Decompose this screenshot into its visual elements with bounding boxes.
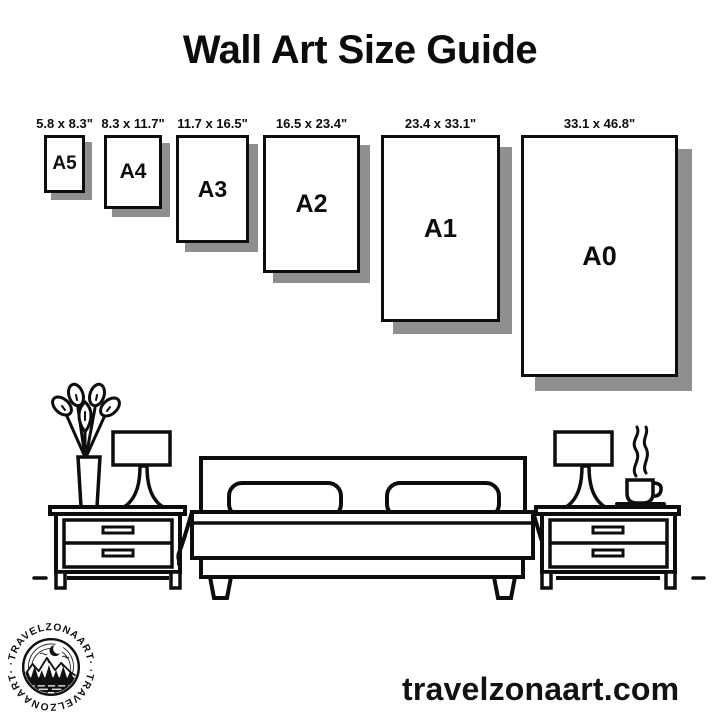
size-dimensions-label: 16.5 x 23.4" [275,116,348,131]
size-dimensions-label: 5.8 x 8.3" [36,116,93,131]
size-name-label: A0 [582,240,617,271]
brand-logo [5,621,97,713]
size-box-a1 [381,135,500,322]
size-name-label: A4 [119,160,147,183]
coffee-cup-icon [617,427,664,504]
size-box-a0 [521,135,678,377]
lamp-right-icon [555,432,612,507]
size-dimensions-label: 23.4 x 33.1" [404,116,477,131]
size-dimensions-label: 8.3 x 11.7" [101,116,165,131]
size-dimensions-label: 33.1 x 46.8" [563,116,636,131]
size-name-label: A3 [197,175,228,202]
nightstand-right-icon [536,507,679,588]
logo-text-bottom: ·TRAVELZONAART· [6,668,96,712]
size-dimensions-label: 11.7 x 16.5" [177,116,248,131]
logo-text-top: ·TRAVELZONAART· [6,622,96,666]
website-text: travelzonaart.com [402,671,680,707]
size-box-a5 [44,135,85,193]
size-name-label: A2 [295,189,328,218]
page-title: Wall Art Size Guide [182,28,538,72]
size-name-label: A1 [423,213,458,243]
size-box-a4 [104,135,162,209]
size-name-label: A5 [52,153,77,174]
lamp-left-icon [113,432,170,507]
size-box-a2 [263,135,360,273]
bed-icon [178,458,546,598]
nightstand-left-icon [50,507,185,588]
bedroom-illustration [0,380,720,610]
size-box-a3 [176,135,249,243]
